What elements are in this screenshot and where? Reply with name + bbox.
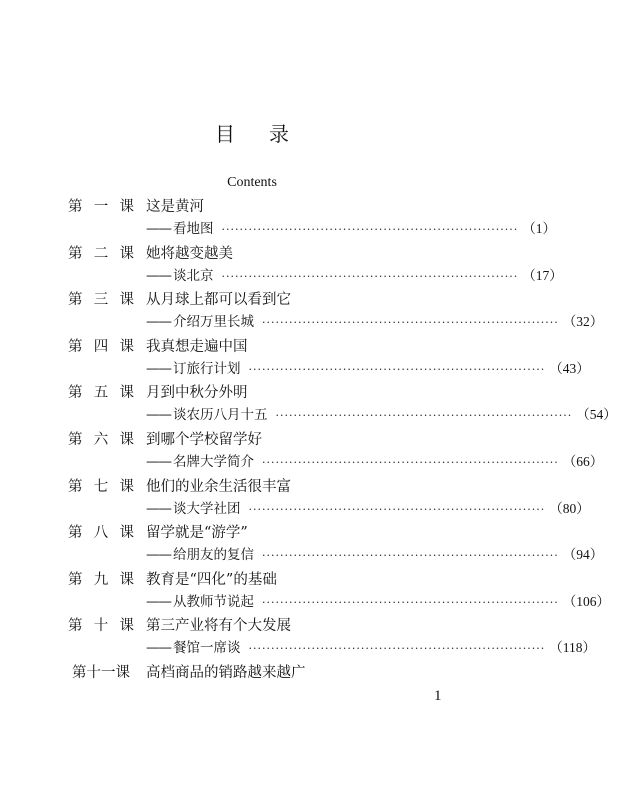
leader-dots: ··································································: [262, 549, 559, 563]
page-ref: （32）: [562, 314, 604, 330]
toc-entry-lesson-1: [0, 195, 557, 242]
page-ref: （106）: [562, 593, 611, 609]
toc-entry-lesson-8: [0, 521, 604, 568]
lesson-label: 第 三 课: [68, 292, 134, 309]
toc-entry-lesson-4: [0, 335, 590, 382]
lesson-subtitle: 看地图: [173, 221, 214, 237]
leader-dots: ··································································: [275, 409, 573, 423]
dash: ——: [146, 500, 171, 517]
lesson-title: 我真想走遍中国: [146, 338, 248, 355]
lesson-title: 到哪个学校留学好: [146, 431, 262, 448]
lesson-title: 这是黄河: [146, 199, 204, 215]
page-ref: （54）: [576, 407, 617, 423]
page-ref: （94）: [562, 547, 604, 563]
toc-entry-lesson-7: [0, 475, 590, 522]
contents-heading: Contents: [227, 175, 277, 190]
toc-entry-lesson-10: [0, 614, 597, 661]
lesson-title: 他们的业余生活很丰富: [146, 478, 291, 495]
lesson-title: 她将越变越美: [146, 245, 233, 262]
lesson-title: 留学就是“游学”: [146, 525, 248, 542]
title-char-mu: 目: [215, 122, 235, 146]
lesson-title: 第三产业将有个大发展: [146, 618, 291, 635]
leader-dots: ··································································: [248, 642, 546, 656]
leader-dots: ··································································: [262, 455, 559, 469]
dash: ——: [146, 221, 171, 237]
lesson-label: 第 五 课: [68, 385, 134, 402]
lesson-label: 第 九 课: [68, 571, 134, 588]
lesson-subtitle: 谈农历八月十五: [173, 407, 268, 424]
lesson-label: 第 七 课: [68, 478, 134, 495]
dash: ——: [146, 640, 171, 657]
lesson-label: 第十一课: [72, 664, 130, 681]
lesson-subtitle: 谈大学社团: [173, 500, 241, 517]
lesson-subtitle: 名牌大学简介: [173, 453, 254, 470]
toc-entry-lesson-3: [0, 288, 604, 335]
toc-entry-lesson-5: [0, 381, 617, 428]
lesson-label: 第 六 课: [68, 431, 134, 448]
page-number: 1: [434, 688, 442, 704]
table-of-contents: [0, 195, 617, 708]
lesson-subtitle: 餐馆一席谈: [173, 640, 241, 657]
lesson-subtitle: 从教师节说起: [173, 593, 254, 610]
leader-dots: ··································································: [262, 316, 559, 330]
dash: ——: [146, 547, 171, 564]
dash: ——: [146, 593, 171, 610]
lesson-subtitle: 订旅行计划: [173, 360, 241, 377]
title-char-lu: 录: [269, 122, 289, 146]
dash: ——: [146, 360, 171, 377]
lesson-subtitle: 谈北京: [173, 267, 214, 284]
dash: ——: [146, 453, 171, 470]
dash: ——: [146, 314, 171, 331]
lesson-title: 教育是“四化”的基础: [146, 571, 277, 588]
lesson-label: 第 十 课: [68, 618, 134, 635]
leader-dots: ··································································: [248, 502, 546, 516]
page-ref: （118）: [549, 640, 597, 656]
lesson-label: 第 一 课: [68, 199, 134, 215]
page-ref: （1）: [522, 221, 557, 236]
toc-entry-lesson-9: [0, 568, 611, 615]
page-ref: （66）: [562, 453, 604, 469]
leader-dots: ··································································: [262, 595, 559, 609]
lesson-title: 从月球上都可以看到它: [146, 292, 291, 309]
lesson-label: 第 四 课: [68, 338, 134, 355]
lesson-subtitle: 给朋友的复信: [173, 547, 254, 564]
page-ref: （17）: [522, 267, 563, 283]
lesson-title: 月到中秋分外明: [146, 385, 248, 402]
lesson-subtitle: 介绍万里长城: [173, 314, 254, 331]
leader-dots: ··································································: [221, 223, 519, 236]
dash: ——: [146, 267, 171, 284]
lesson-title: 高档商品的销路越来越广: [146, 664, 306, 681]
page-ref: （43）: [549, 360, 590, 376]
lesson-label: 第 二 课: [68, 245, 134, 262]
toc-entry-lesson-2: [0, 242, 563, 289]
lesson-label: 第 八 课: [68, 525, 134, 542]
leader-dots: ··································································: [248, 362, 546, 376]
leader-dots: ··································································: [221, 269, 519, 283]
page-ref: （80）: [549, 500, 590, 516]
toc-entry-lesson-6: [0, 428, 604, 475]
dash: ——: [146, 407, 171, 424]
toc-entry-lesson-11: [0, 661, 504, 708]
page-title: [0, 118, 504, 147]
